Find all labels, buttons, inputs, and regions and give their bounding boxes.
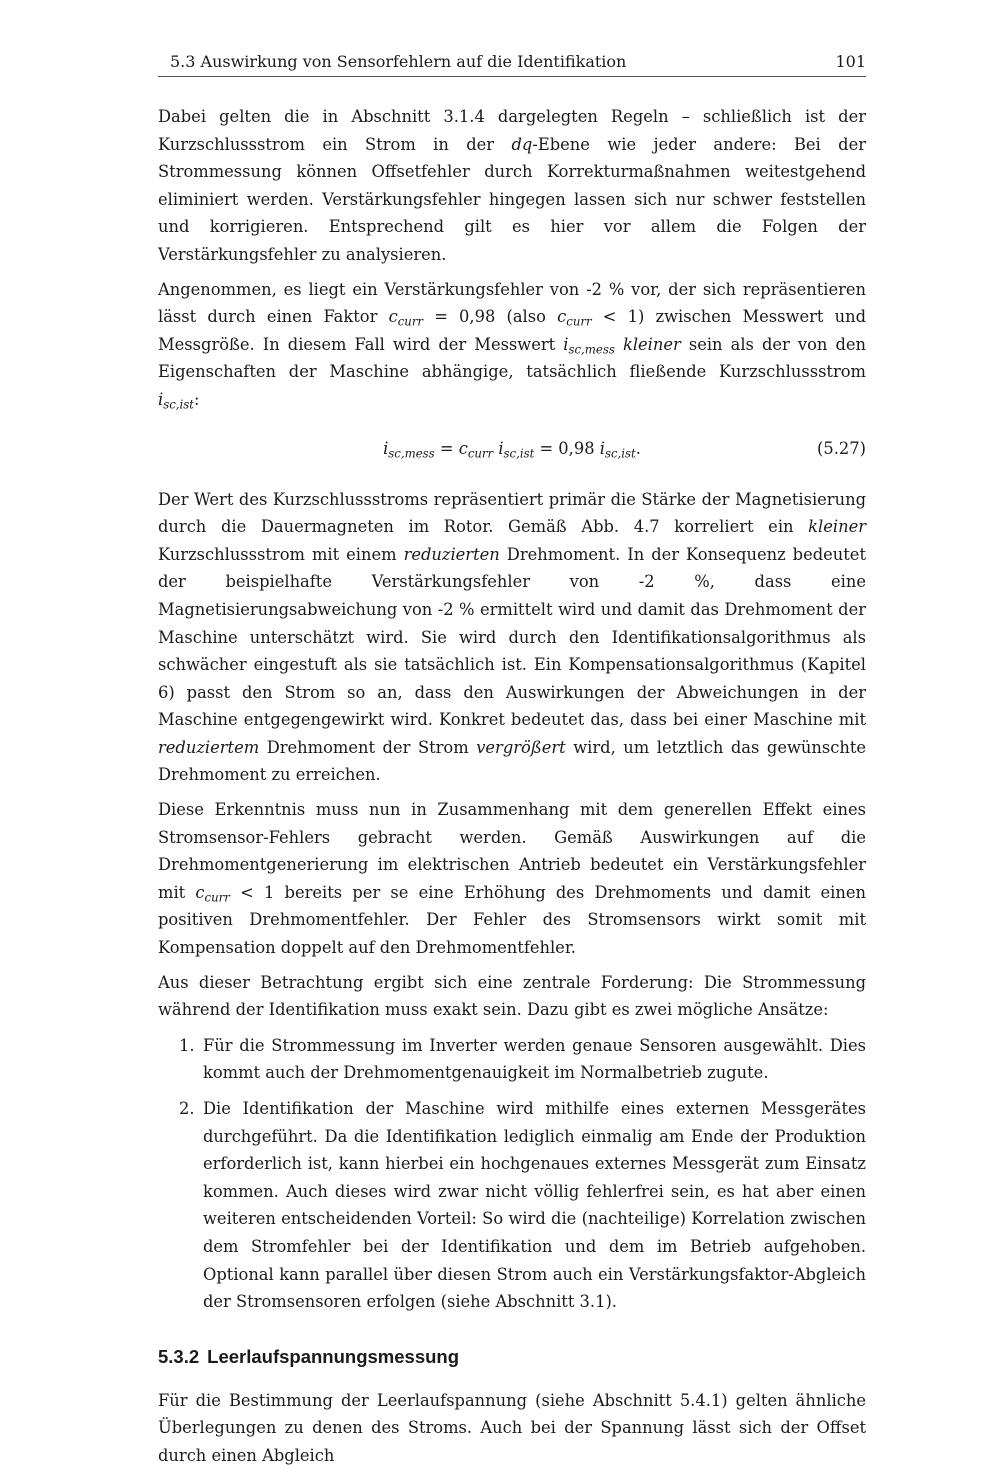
equation-body: $i_{sc,mess} = c_{curr}$ $i_{sc,ist} = 0,98$ $i_{sc,ist}$. [383, 438, 641, 461]
paragraph-2 [158, 276, 866, 414]
emphasis-kleiner: kleiner [622, 334, 681, 354]
p2-text-2: = 0,98 (also [423, 307, 558, 327]
emphasis-vergroessert: vergrößert [476, 737, 566, 757]
p2-text-4: sein als der von den Eigenschaften der Maschine abhängige, tatsächlich fließende Kurzschlussstrom [158, 334, 866, 382]
math-c-curr: $c_{curr}$ [195, 882, 230, 905]
emphasis-reduzierten: reduzierten [403, 544, 500, 564]
p2-text-1: Angenommen, es liegt ein Verstärkungsfehler von -2 % vor, der sich repräsentieren lässt durch einen Faktor [158, 279, 866, 327]
paragraph-6: Für die Bestimmung der Leerlaufspannung (siehe Abschnitt 5.4.1) gelten ähnliche Überlegungen zu denen des Stroms. Auch bei der Spannung lässt sich der Offset durch einen Abgleich [158, 1390, 866, 1465]
list-number: 1. [179, 1035, 195, 1055]
p1-text-2: -Ebene wie jeder andere: Bei der Strommessung können Offsetfehler durch Korrekturmaßnahmen weitestgehend eliminiert werden. Verstärkungsfehler hingegen lassen sich nur schwer feststellen und korrigieren. Entsprechend gilt es hier vor allem die Folgen der Verstärkungsfehler zu analysieren. [158, 134, 866, 264]
running-header [158, 52, 866, 77]
math-c-curr: $c_{curr}$ [388, 307, 424, 329]
section-title: Leerlaufspannungsmessung [207, 1345, 460, 1367]
math-i-sc-mess: $i_{sc,mess}$ [563, 334, 615, 357]
paragraph-1 [158, 103, 866, 269]
p2-text-5: : [194, 389, 200, 409]
section-number: 5.3.2 [158, 1345, 200, 1367]
math-i-sc-ist: $i_{sc,ist}$ [158, 389, 194, 412]
emphasis-kleiner: kleiner [808, 517, 866, 537]
section-heading [158, 1343, 866, 1371]
header-section-title: 5.3 Auswirkung von Sensorfehlern auf die Identifikation [170, 52, 627, 71]
list-item [158, 1095, 866, 1316]
page-number: 101 [835, 52, 866, 71]
equation-number: (5.27) [817, 438, 866, 458]
body-text [158, 103, 866, 1477]
paragraph-4: Diese Erkenntnis muss nun in Zusammenhang mit dem generellen Effekt eines Stromsensor-Fehlers gebracht werden. Gemäß Auswirkungen auf die Drehmomentgenerierung im elektrischen Antrieb bedeutet ein Verstärkungsfehler mit $c_{curr} < 1$ bereits per se eine Erhöhung des Drehmoments und damit einen positiven Drehmomentfehler. Der Fehler des Stromsensors wirkt somit mit Kompensation doppelt auf den Drehmomentfehler. [158, 800, 866, 958]
math-c-curr: $c_{curr}$ [557, 307, 592, 329]
list-item-text: Die Identifikation der Maschine wird mithilfe eines externen Messgerätes durchgeführt. Da die Identifikation lediglich einmalig am Ende der Produktion erforderlich ist, kann hierbei ein hochgenaues externes Messgerät zum Einsatz kommen. Auch dieses wird zwar nicht völlig fehlerfrei sein, es hat aber einen weiteren entscheidenden Vorteil: So wird die (nachteilige) Korrelation zwischen dem Stromfehler bei der Identifikation und dem im Betrieb aufgehoben. Optional kann parallel über diesen Strom auch ein Verstärkungsfaktor-Abgleich der Stromsensoren erfolgen (siehe Abschnitt 3.1). [203, 1099, 866, 1312]
numbered-list [158, 1032, 866, 1316]
list-item [158, 1032, 866, 1087]
list-item-text: Für die Strommessung im Inverter werden genaue Sensoren ausgewählt. Dies kommt auch der Drehmomentgenauigkeit im Normalbetrieb zugute. [203, 1035, 866, 1083]
emphasis-reduziertem: reduziertem [158, 737, 260, 757]
math-dq: dq [511, 134, 533, 154]
paragraph-5: Aus dieser Betrachtung ergibt sich eine zentrale Forderung: Die Strommessung während der Identifikation muss exakt sein. Dazu gibt es zwei mögliche Ansätze: [158, 972, 866, 1020]
paragraph-3: Der Wert des Kurzschlussstroms repräsentiert primär die Stärke der Magnetisierung durch die Dauermagneten im Rotor. Gemäß Abb. 4.7 korreliert ein kleiner Kurzschlussstrom mit einem reduzierten Drehmoment. In der Konsequenz bedeutet der beispielhafte Verstärkungsfehler von -2 %, dass eine Magnetisierungsabweichung von -2 % ermittelt wird und damit das Drehmoment der Maschine unterschätzt wird. Sie wird durch den Identifikationsalgorithmus als schwächer eingestuft als sie tatsächlich ist. Ein Kompensationsalgorithmus (Kapitel 6) passt den Strom so an, dass den Auswirkungen der Abweichungen in der Maschine entgegengewirkt wird. Konkret bedeutet das, dass bei einer Maschine mit reduziertem Drehmoment der Strom vergrößert wird, um letztlich das gewünschte Drehmoment zu erreichen. [158, 489, 866, 785]
list-number: 2. [179, 1099, 195, 1118]
p1-text-1: Dabei gelten die in Abschnitt 3.1.4 dargelegten Regeln – schließlich ist der Kurzschlussstrom ein Strom in der [158, 107, 866, 154]
p2-text-3: < 1) zwischen Messwert und Messgröße. In diesem Fall wird der Messwert [158, 307, 866, 354]
equation-5-27 [158, 421, 866, 476]
